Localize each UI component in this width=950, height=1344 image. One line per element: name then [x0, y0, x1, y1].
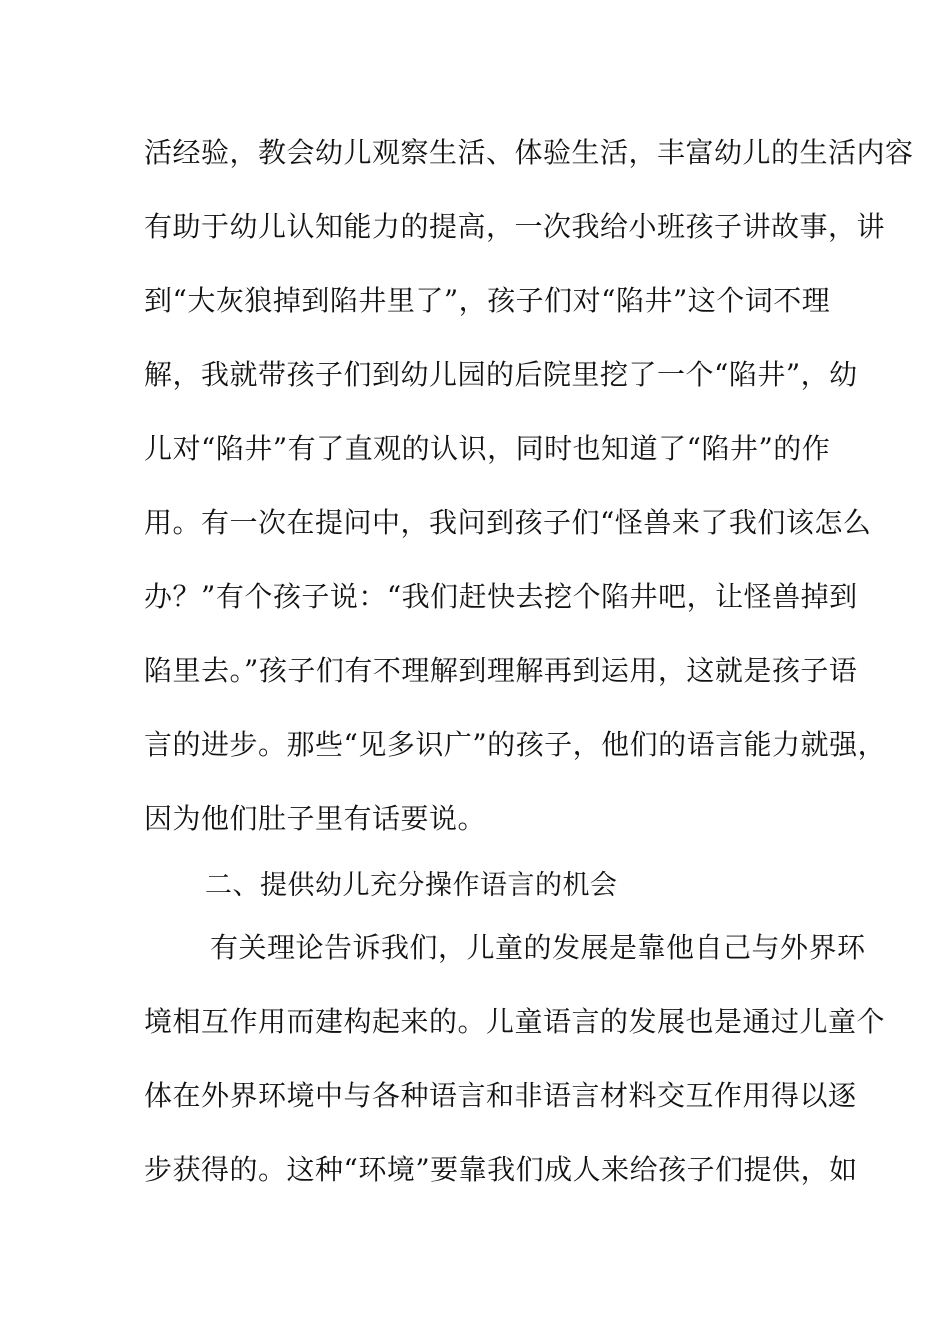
section-heading: 二、提供幼儿充分操作语言的机会	[205, 870, 618, 901]
paragraph-line: 因为他们肚子里有话要说。	[144, 802, 487, 835]
paragraph-line: 有关理论告诉我们，儿童的发展是靠他自己与外界环	[210, 931, 866, 964]
paragraph-line: 儿对“陷井”有了直观的认识，同时也知道了“陷井”的作	[144, 432, 831, 465]
paragraph-line: 到“大灰狼掉到陷井里了”，孩子们对“陷井”这个词不理	[144, 284, 831, 317]
paragraph-line: 办？”有个孩子说：“我们赶快去挖个陷井吧，让怪兽掉到	[144, 580, 858, 613]
paragraph-line: 有助于幼儿认知能力的提高，一次我给小班孩子讲故事，讲	[144, 210, 886, 243]
paragraph-line: 言的进步。那些“见多识广”的孩子，他们的语言能力就强，	[144, 728, 887, 761]
paragraph-line: 解，我就带孩子们到幼儿园的后院里挖了一个“陷井”，幼	[144, 358, 858, 391]
paragraph-line: 步获得的。这种“环境”要靠我们成人来给孩子们提供，如	[144, 1153, 858, 1186]
paragraph-line: 陷里去。”孩子们有不理解到理解再到运用，这就是孩子语	[144, 654, 858, 687]
paragraph-line: 境相互作用而建构起来的。儿童语言的发展也是通过儿童个	[144, 1005, 886, 1038]
paragraph-line: 体在外界环境中与各种语言和非语言材料交互作用得以逐	[144, 1079, 857, 1112]
paragraph-line: 活经验，教会幼儿观察生活、体验生活，丰富幼儿的生活内容	[144, 136, 914, 169]
paragraph-line: 用。有一次在提问中，我问到孩子们“怪兽来了我们该怎么	[144, 506, 872, 539]
